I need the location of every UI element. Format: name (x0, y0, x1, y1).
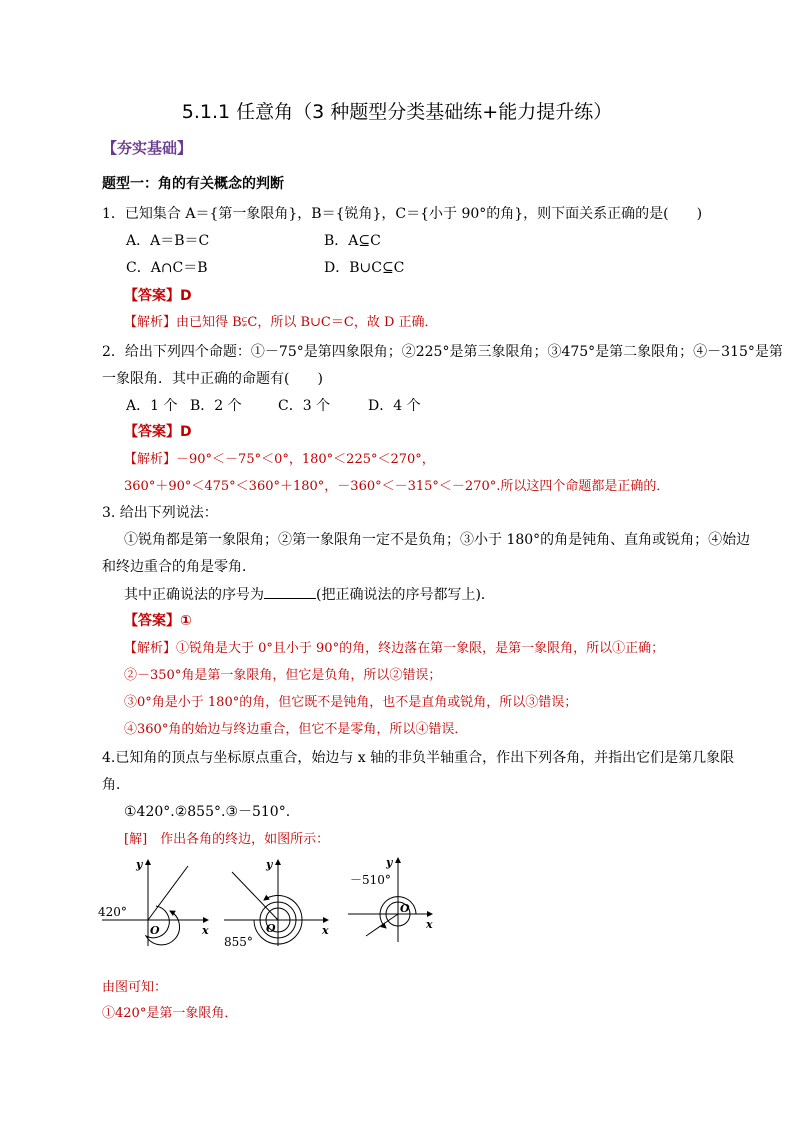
q1-option-a: A．A＝B＝C (126, 233, 210, 249)
q1-option-c: C．A∩C＝B (126, 260, 208, 276)
q3-analysis-line3: ③0°角是小于 180°的角，但它既不是钝角，也不是直角或锐角，所以③错误； (124, 695, 578, 710)
q3-stem: 3. 给出下列说法： (102, 505, 218, 521)
origin-label: O (400, 902, 410, 915)
q2-stem-line2: 一象限角．其中正确的命题有( ) (102, 371, 323, 387)
q2-analysis-line1: 【解析】－90°＜－75°＜0°，180°＜225°＜270°， (124, 452, 435, 467)
q3-fill-in (124, 584, 495, 605)
y-axis-label: y (386, 856, 393, 869)
q4-stem-line2: 角． (102, 777, 130, 793)
y-axis-label: y (136, 858, 143, 871)
q3-statement-line1: ①锐角都是第一象限角；②第一象限角一定不是负角；③小于 180°的角是钝角、直角或锐角；④始边 (124, 532, 751, 548)
q4-solution-intro: [解] 作出各角的终边，如图所示： (124, 832, 330, 847)
angle-label: －510° (350, 873, 391, 887)
q2-option-d: D．4 个 (368, 398, 421, 414)
x-axis-label: x (426, 918, 433, 931)
q3-analysis-line1: 【解析】①锐角是大于 0°且小于 90°的角，终边落在第一象限，是第一象限角，所以①正确； (124, 641, 665, 656)
q3-analysis-line4: ④360°角的始边与终边重合，但它不是零角，所以④错误． (124, 722, 468, 737)
terminal-side (148, 866, 188, 920)
answer-value: D (180, 424, 192, 440)
q2-answer (124, 422, 192, 442)
answer-tag: 【答案】 (124, 424, 180, 440)
answer-value: ① (180, 613, 192, 629)
answer-tag: 【答案】 (124, 613, 180, 629)
q3-analysis-line2: ②－350°角是第一象限角，但它是负角，所以②错误； (124, 668, 442, 683)
q3-answer (124, 611, 192, 631)
origin-label: O (266, 922, 276, 935)
figure-negative-510-degrees (346, 854, 436, 944)
q1-option-d: D．B∪C⊆C (324, 260, 405, 276)
q1-analysis: 【解析】由已知得 B⫋C，所以 B∪C＝C，故 D 正确． (124, 315, 438, 330)
answer-tag: 【答案】 (124, 288, 180, 304)
q2-option-c: C．3 个 (278, 398, 331, 414)
q4-conclusion-intro: 由图可知： (102, 980, 168, 995)
q2-option-b: B．2 个 (190, 398, 242, 414)
q2-analysis-line2: 360°＋90°＜475°＜360°＋180°，－360°＜－315°＜－270°.所以这四个命题都是正确的． (124, 479, 670, 494)
q2-stem-line1: 2．给出下列四个命题：①－75°是第四象限角；②225°是第三象限角；③475°是第二象限角；④－315°是第 (102, 344, 783, 360)
figure-420-degrees (96, 856, 214, 948)
q4-stem-line1: 4.已知角的顶点与坐标原点重合，始边与 x 轴的非负半轴重合，作出下列各角，并指出它们是第几象限 (102, 750, 735, 766)
q1-stem: 1．已知集合 A＝{第一象限角}，B＝{锐角}，C＝{小于 90°的角}，则下面关系正确的是( ) (102, 206, 703, 222)
q2-option-a: A．1 个 (126, 398, 178, 414)
q3-statement-line2: 和终边重合的角是零角． (102, 559, 256, 575)
figure-855-degrees (222, 856, 334, 948)
section-heading: 【夯实基础】 (102, 139, 193, 157)
y-axis-label: y (266, 858, 273, 871)
origin-label: O (150, 924, 160, 937)
x-axis-label: x (202, 924, 209, 937)
angle-label: 855° (224, 935, 253, 948)
q4-items: ①420°.②855°.③－510°. (124, 804, 291, 820)
answer-value: D (180, 288, 192, 304)
angle-label: 420° (98, 905, 127, 919)
page-title: 5.1.1 任意角（3 种题型分类基础练+能力提升练） (181, 101, 613, 123)
rotation-arc (264, 895, 302, 920)
x-axis-label: x (322, 924, 329, 937)
q1-answer (124, 286, 192, 306)
q3-fill-prefix: 其中正确说法的序号为 (124, 587, 264, 603)
q3-fill-suffix: (把正确说法的序号都写上)． (316, 587, 495, 603)
answer-blank (264, 584, 316, 599)
q1-option-b: B．A⊆C (324, 233, 381, 249)
question-type-heading: 题型一：角的有关概念的判断 (102, 176, 284, 192)
q4-conclusion-1: ①420°是第一象限角． (102, 1006, 238, 1021)
